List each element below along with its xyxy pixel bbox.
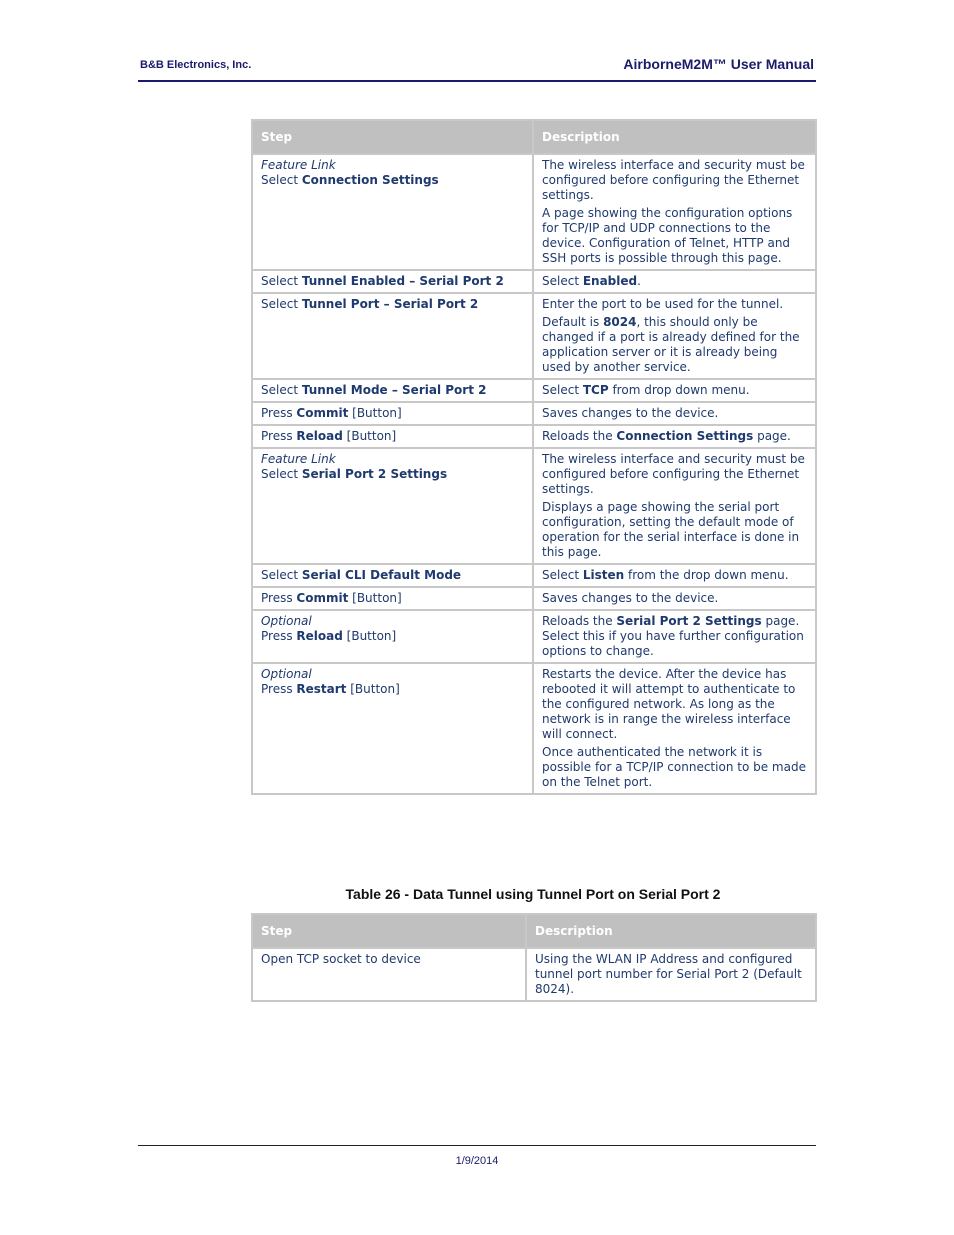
text-segment: A page showing the configuration options for TCP/IP and UDP connections to the device. Configuration of Telnet, HTTP and SSH ports is possible through this page. — [542, 206, 793, 265]
ui-element-name: Connection Settings — [301, 173, 439, 187]
step-cell — [252, 270, 533, 293]
ui-element-name: Serial Port 2 Settings — [616, 614, 762, 628]
text-segment: Restarts the device. After the device has rebooted it will attempt to authenticate to the configured network. As long as the network is in range the wireless interface will connect. — [542, 667, 796, 741]
step-cell — [252, 293, 533, 379]
ui-element-name: Enabled — [582, 274, 638, 288]
table-row — [252, 270, 816, 293]
ui-element-name: Tunnel Port – Serial Port 2 — [301, 297, 479, 311]
step-cell — [252, 425, 533, 448]
table-row — [252, 948, 816, 1001]
step-cell — [252, 587, 533, 610]
ui-element-name: Serial CLI Default Mode — [301, 568, 462, 582]
description-cell — [533, 402, 816, 425]
text-segment: Open TCP socket to device — [261, 952, 421, 966]
text-segment: [Button] — [346, 682, 400, 696]
description-cell — [533, 564, 816, 587]
header-company: B&B Electronics, Inc. — [140, 59, 252, 71]
step-text — [261, 591, 524, 606]
column-header-step: Step — [252, 914, 526, 948]
description-cell — [533, 663, 816, 794]
description-cell — [533, 425, 816, 448]
ui-element-name: Restart — [296, 682, 347, 696]
description-cell — [533, 587, 816, 610]
description-paragraph — [542, 406, 807, 421]
text-segment: Select — [261, 383, 302, 397]
steps-table-body — [252, 154, 816, 794]
text-segment: Reloads the — [542, 614, 617, 628]
text-segment: Saves changes to the device. — [542, 406, 719, 420]
table-row — [252, 154, 816, 270]
description-paragraph — [542, 206, 807, 266]
text-segment: [Button] — [342, 429, 397, 443]
step-text — [261, 429, 524, 444]
text-segment: The wireless interface and security must be configured before configuring the Ethernet settings. — [542, 452, 805, 496]
text-segment: Select — [261, 297, 302, 311]
text-segment: Press — [261, 682, 297, 696]
text-segment: Select — [542, 274, 583, 288]
text-segment: The wireless interface and security must be configured before configuring the Ethernet settings. — [542, 158, 805, 202]
table-header-row — [252, 120, 816, 154]
step-tag: Feature Link — [261, 452, 336, 466]
description-paragraph — [542, 591, 807, 606]
description-paragraph — [535, 952, 807, 997]
header-manual-title: AirborneM2M™ User Manual — [623, 56, 814, 72]
text-segment: [Button] — [348, 591, 402, 605]
text-segment: Saves changes to the device. — [542, 591, 719, 605]
step-cell — [252, 948, 526, 1001]
ui-element-name: Listen — [582, 568, 625, 582]
text-segment: page. — [753, 429, 791, 443]
table-row — [252, 564, 816, 587]
description-paragraph — [542, 568, 807, 583]
ui-element-name: Tunnel Mode – Serial Port 2 — [301, 383, 487, 397]
ui-element-name: Serial Port 2 Settings — [301, 467, 448, 481]
description-cell — [533, 154, 816, 270]
ui-element-name: Reload — [296, 629, 343, 643]
text-segment: Once authenticated the network it is possible for a TCP/IP connection to be made on the Telnet port. — [542, 745, 806, 789]
text-segment: Press — [261, 629, 297, 643]
step-cell — [252, 379, 533, 402]
step-text — [261, 173, 524, 188]
text-segment: Select — [261, 173, 302, 187]
description-cell — [526, 948, 816, 1001]
description-paragraph — [542, 297, 807, 312]
header-rule — [138, 80, 816, 82]
text-segment: Select — [542, 568, 583, 582]
table-row — [252, 663, 816, 794]
step-cell — [252, 448, 533, 564]
table-row — [252, 587, 816, 610]
description-cell — [533, 379, 816, 402]
description-cell — [533, 448, 816, 564]
data-tunnel-table-body — [252, 948, 816, 1001]
column-header-step: Step — [252, 120, 533, 154]
text-segment: Select — [542, 383, 583, 397]
step-text — [261, 406, 524, 421]
footer-date: 1/9/2014 — [455, 1155, 499, 1167]
text-segment: [Button] — [342, 629, 397, 643]
column-header-description: Description — [533, 120, 816, 154]
text-segment: [Button] — [348, 406, 402, 420]
description-paragraph — [542, 158, 807, 203]
step-text — [261, 568, 524, 583]
step-text — [261, 629, 524, 644]
step-cell — [252, 663, 533, 794]
step-text — [261, 274, 524, 289]
step-cell — [252, 564, 533, 587]
text-segment: , this should only be changed if a port is already defined for the application server or it is already being used by another service. — [542, 315, 800, 374]
text-segment: Press — [261, 429, 297, 443]
text-segment: from drop down menu. — [608, 383, 750, 397]
text-segment: Select — [261, 467, 302, 481]
ui-element-name: Tunnel Enabled – Serial Port 2 — [301, 274, 504, 288]
ui-element-name: Commit — [296, 591, 349, 605]
table-header-row — [252, 914, 816, 948]
text-segment: Reloads the — [542, 429, 617, 443]
step-cell — [252, 610, 533, 663]
step-tag: Optional — [261, 614, 312, 628]
text-segment: from the drop down menu. — [624, 568, 789, 582]
ui-element-name: Connection Settings — [616, 429, 754, 443]
text-segment: Press — [261, 591, 297, 605]
text-segment: . — [637, 274, 641, 288]
description-paragraph — [542, 614, 807, 659]
step-text — [261, 682, 524, 697]
table-row — [252, 293, 816, 379]
step-tag: Feature Link — [261, 158, 336, 172]
text-segment: Displays a page showing the serial port configuration, setting the default mode of operation for the serial interface is done in this page. — [542, 500, 800, 559]
step-text — [261, 467, 524, 482]
ui-element-name: Reload — [296, 429, 343, 443]
description-cell — [533, 270, 816, 293]
text-segment: Press — [261, 406, 297, 420]
step-tag: Optional — [261, 667, 312, 681]
text-segment: page. Select this if you have further configuration options to change. — [542, 614, 804, 658]
column-header-description: Description — [526, 914, 816, 948]
description-paragraph — [542, 383, 807, 398]
ui-element-name: 8024 — [603, 315, 637, 329]
step-text — [261, 383, 524, 398]
text-segment: Select — [261, 274, 302, 288]
description-paragraph — [542, 500, 807, 560]
ui-element-name: Commit — [296, 406, 349, 420]
description-paragraph — [542, 452, 807, 497]
ui-element-name: TCP — [582, 383, 609, 397]
table-caption: Table 26 - Data Tunnel using Tunnel Port on Serial Port 2 — [345, 886, 721, 902]
table-row — [252, 610, 816, 663]
description-paragraph — [542, 274, 807, 289]
description-paragraph — [542, 429, 807, 444]
step-text — [261, 297, 524, 312]
data-tunnel-table — [251, 913, 817, 1002]
text-segment: Enter the port to be used for the tunnel. — [542, 297, 784, 311]
text-segment: Using the WLAN IP Address and configured tunnel port number for Serial Port 2 (Default 8024). — [535, 952, 802, 996]
table-row — [252, 425, 816, 448]
description-paragraph — [542, 745, 807, 790]
step-cell — [252, 402, 533, 425]
table-row — [252, 402, 816, 425]
table-row — [252, 448, 816, 564]
table-row — [252, 379, 816, 402]
text-segment: Default is — [542, 315, 604, 329]
text-segment: Select — [261, 568, 302, 582]
step-cell — [252, 154, 533, 270]
footer-rule — [138, 1145, 816, 1146]
description-paragraph — [542, 315, 807, 375]
description-cell — [533, 293, 816, 379]
description-cell — [533, 610, 816, 663]
step-text — [261, 952, 517, 967]
steps-table — [251, 119, 817, 795]
description-paragraph — [542, 667, 807, 742]
